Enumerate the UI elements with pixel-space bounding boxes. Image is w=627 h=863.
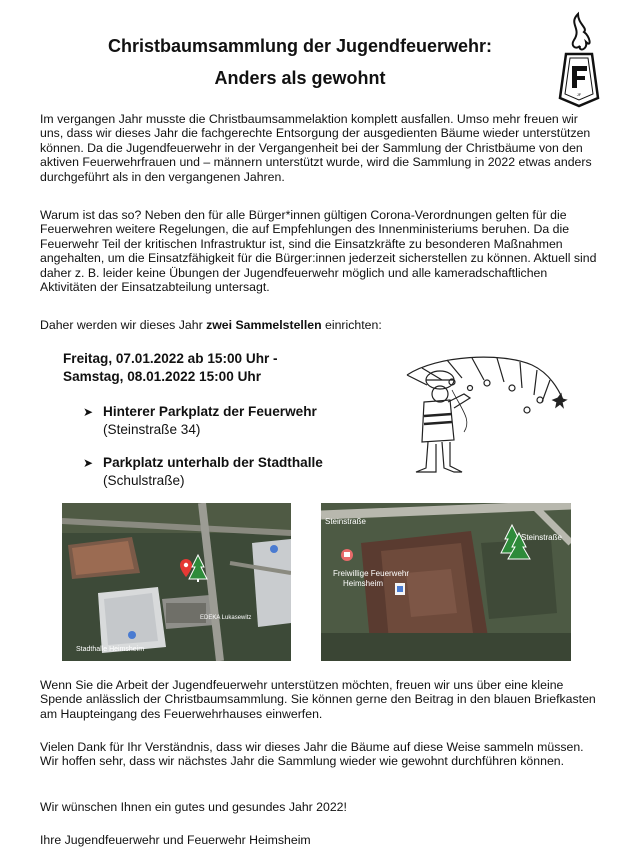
map-label-street-top: Steinstraße xyxy=(325,517,366,526)
title-line-1: Christbaumsammlung der Jugendfeuerwehr: xyxy=(107,36,493,56)
date-line-2: Samstag, 08.01.2022 15:00 Uhr xyxy=(63,369,261,384)
thanks-paragraph: Vielen Dank für Ihr Verständnis, dass wir dieses Jahr die Bäume auf diese Weise sammeln müssen. Wir hoffen sehr, dass wir nächstes Jahr die Sammlung wieder wie gewohnt durchführen können. xyxy=(40,740,584,769)
reason-paragraph: Warum ist das so? Neben den für alle Bürger*innen gültigen Corona-Verordnungen gelten für die Feuerwehren weitere Regelungen, die auf Empfehlungen des Innenministeriums beruhen. Da die Feuerwehr Teil der kritischen Infrastruktur ist, sind die Einsatzkräfte zu besonderen Maßnahmen angehalten, um die Einsatzfähigkeit für die Bürger:innen jederzeit sicherstellen zu können. Aktuell sind daher z. B. leider keine Übungen der Jugendfeuerwehr möglich und alle kameradschaftlichen Aktivitäten der Einsatzabteilung untersagt. xyxy=(40,208,597,295)
location-name: Hinterer Parkplatz der Feuerwehr xyxy=(103,404,317,419)
map-label-stadthalle: Stadthalle Heimsheim xyxy=(76,646,145,653)
collection-points-intro xyxy=(40,318,600,332)
title-line-2: Anders als gewohnt xyxy=(214,68,386,88)
jugendfeuerwehr-logo-icon xyxy=(548,10,610,110)
intro-paragraph: Im vergangen Jahr musste die Christbaumsammelaktion komplett ausfallen. Umso mehr freuen wir uns, dass wir dieses Jahr die fachgerechte Entsorgung der ausgedienten Bäume wieder unterstützen können. Da die Jugendfeuerwehr in der Vergangenheit bei der Sammlung der Christbäume von den aktiven Feuerwehrfrauen und – männern unterstützt wurde, wird die Sammlung in 2022 etwas anders durchgeführt als in den vergangenen Jahren. xyxy=(40,112,592,184)
intro-suffix: einrichten: xyxy=(321,318,382,332)
map-label-feuerwehr-2: Heimsheim xyxy=(343,579,384,588)
intro-bold: zwei Sammelstellen xyxy=(206,318,322,332)
location-street: (Schulstraße) xyxy=(103,473,185,488)
map-label-edeka: EDEKA Lukasewitz xyxy=(200,615,252,621)
map-label-feuerwehr-1: Freiwillige Feuerwehr xyxy=(333,569,410,578)
signature: Ihre Jugendfeuerwehr und Feuerwehr Heimsheim xyxy=(40,833,311,847)
date-line-1: Freitag, 07.01.2022 ab 15:00 Uhr - xyxy=(63,351,278,366)
map-stadthalle xyxy=(62,503,291,661)
arrow-bullet-icon: ➤ xyxy=(83,405,94,419)
firefighter-tree-sketch-icon xyxy=(392,350,572,485)
arrow-bullet-icon: ➤ xyxy=(83,456,94,470)
donation-paragraph: Wenn Sie die Arbeit der Jugendfeuerwehr unterstützen möchten, freuen wir uns über eine kleine Spende anlässlich der Christbaumsammlung. Sie können gerne den Beitrag in den blauen Briefkasten am Haupteingang des Feuerwehrhauses einwerfen. xyxy=(40,678,596,721)
location-name: Parkplatz unterhalb der Stadthalle xyxy=(103,455,323,470)
page-title xyxy=(80,30,520,94)
map-feuerwehr xyxy=(321,503,571,661)
collection-dates xyxy=(63,350,278,386)
new-year-wish: Wir wünschen Ihnen ein gutes und gesundes Jahr 2022! xyxy=(40,800,347,814)
map-label-street-right: Steinstraße xyxy=(521,533,562,542)
location-street: (Steinstraße 34) xyxy=(103,422,201,437)
svg-text:JF: JF xyxy=(576,92,582,97)
intro-prefix: Daher werden wir dieses Jahr xyxy=(40,318,207,332)
